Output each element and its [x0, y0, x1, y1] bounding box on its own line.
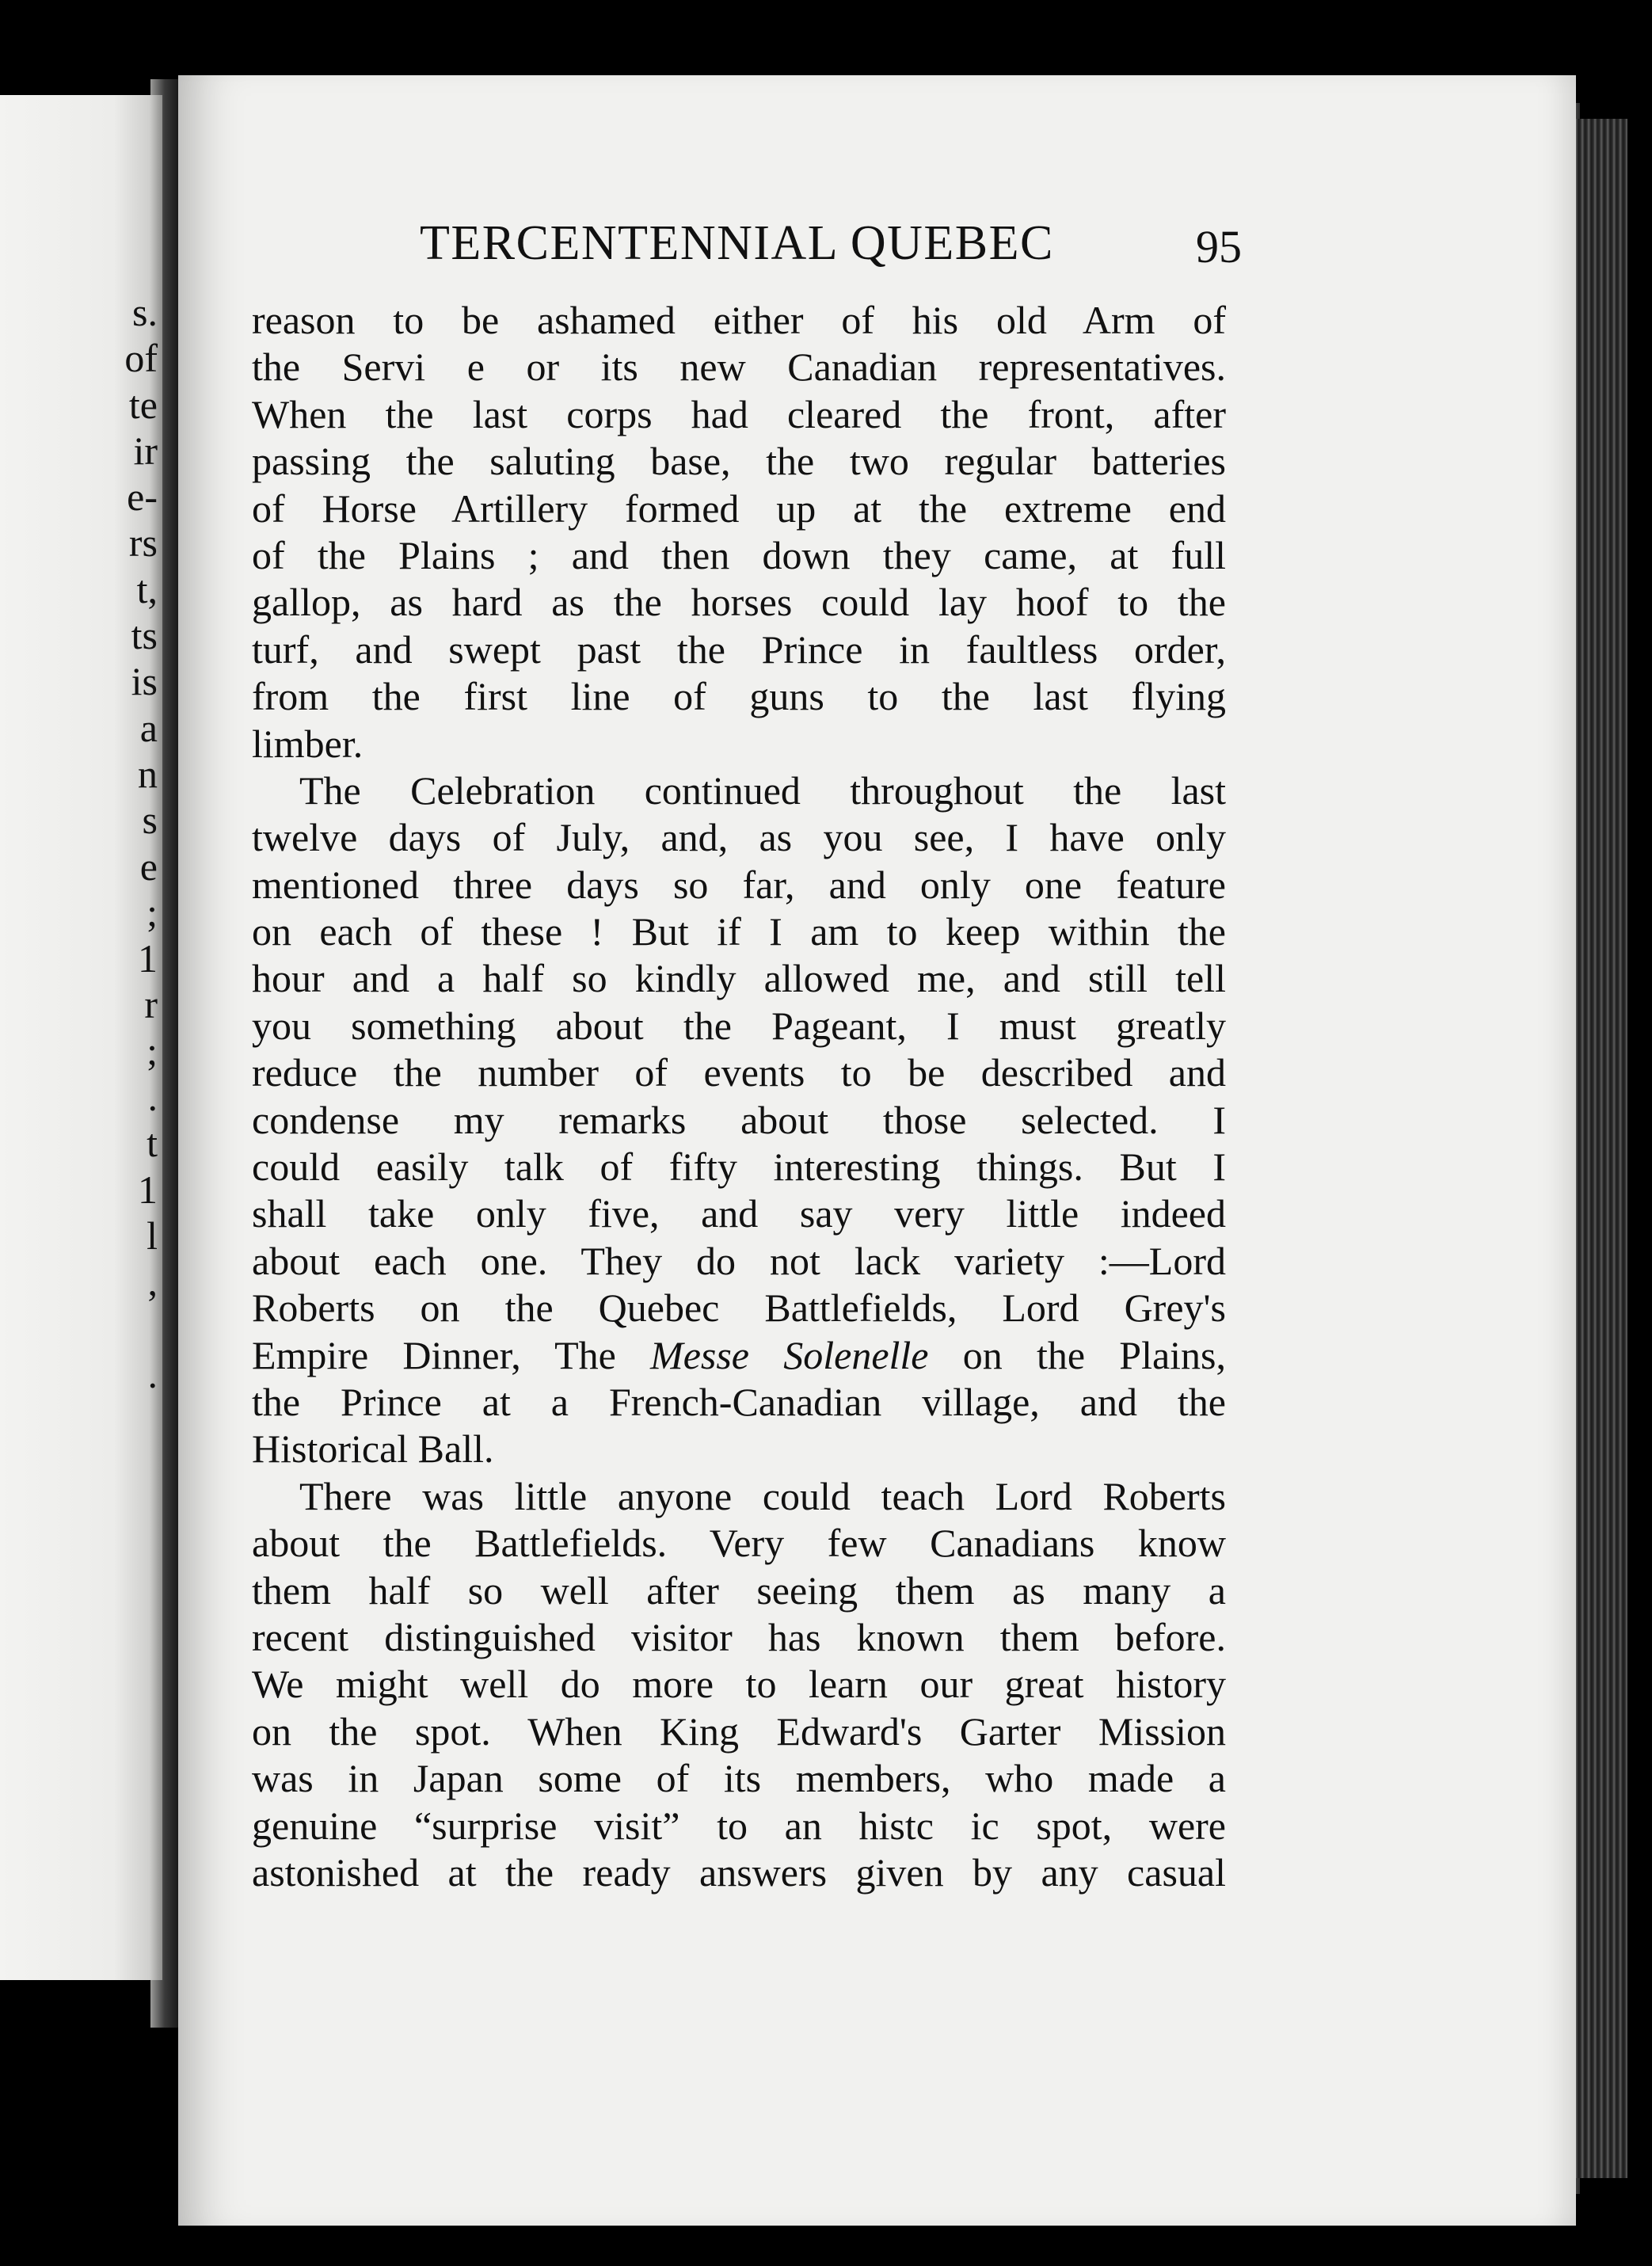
- text-line: The Celebration continued throughout the last: [299, 767, 1226, 813]
- text-line: on each of these ! But if I am to keep within the: [252, 909, 1226, 954]
- text-line: limber.: [252, 721, 364, 766]
- text-line: reason to be ashamed either of his old Arm of: [252, 298, 1226, 342]
- text-segment: Empire Dinner, The: [252, 1332, 651, 1377]
- text-line: twelve days of July, and, as you see, I have only: [252, 815, 1226, 860]
- left-page-text-fragments: [94, 289, 158, 1397]
- text-line: from the first line of guns to the last flying: [252, 674, 1226, 719]
- fragment: is: [131, 659, 158, 704]
- page-header: [420, 215, 1259, 271]
- text-line: was in Japan some of its members, who made a: [252, 1756, 1226, 1801]
- text-line: There was little anyone could teach Lord Roberts: [299, 1473, 1226, 1518]
- page-number: 95: [1196, 221, 1242, 272]
- italic-title: Messe Solenelle: [650, 1332, 929, 1377]
- text-line: Historical Ball.: [252, 1426, 494, 1472]
- fragment: ts: [131, 613, 158, 658]
- text-line: of the Plains ; and then down they came, at full: [252, 532, 1226, 577]
- fragment: 1: [138, 936, 158, 981]
- text-segment: on the Plains,: [928, 1332, 1227, 1377]
- fragment: t,: [136, 566, 158, 611]
- fragment: ;: [147, 889, 158, 935]
- page-body: [252, 297, 1226, 1896]
- paragraph: [252, 1473, 1226, 1897]
- fragment: ir: [133, 428, 158, 473]
- text-line: you something about the Pageant, I must greatly: [252, 1003, 1226, 1048]
- text-line: gallop, as hard as the horses could lay hoof to the: [252, 580, 1226, 625]
- fragment: 1: [138, 1167, 158, 1212]
- text-line: astonished at the ready answers given by any casual: [252, 1849, 1226, 1895]
- page-edge-stack: [1572, 119, 1627, 2178]
- text-line: We might well do more to learn our great history: [252, 1662, 1226, 1707]
- text-line: of Horse Artillery formed up at the extreme end: [252, 486, 1226, 531]
- text-line: genuine “surprise visit” to an histc ic spot, were: [252, 1803, 1226, 1848]
- text-line: the Prince at a French-Canadian village, and the: [252, 1379, 1226, 1424]
- text-line: on the spot. When King Edward's Garter Mission: [252, 1708, 1226, 1754]
- text-line: reduce the number of events to be described and: [252, 1050, 1226, 1095]
- fragment: t: [147, 1121, 158, 1166]
- fragment: a: [139, 705, 158, 750]
- text-line: them half so well after seeing them as many a: [252, 1567, 1226, 1613]
- fragment: of: [124, 336, 158, 381]
- fragment: e: [139, 844, 158, 889]
- text-line: hour and a half so kindly allowed me, and still tell: [252, 956, 1226, 1001]
- paragraph: [252, 297, 1226, 767]
- text-line: recent distinguished visitor has known them before.: [252, 1614, 1226, 1659]
- text-line: about the Battlefields. Very few Canadians know: [252, 1521, 1226, 1566]
- fragment: rs: [128, 520, 158, 566]
- fragment: s: [142, 798, 158, 843]
- text-line: the Servi e or its new Canadian representatives.: [252, 345, 1226, 390]
- fragment: e-: [127, 474, 158, 520]
- fragment: .: [147, 1075, 158, 1120]
- fragment: r: [144, 982, 158, 1027]
- fragment: n: [138, 751, 158, 796]
- text-line: could easily talk of fifty interesting things. But I: [252, 1144, 1226, 1190]
- fragment: [94, 1305, 158, 1351]
- fragment: ,: [147, 1259, 158, 1304]
- text-line: about each one. They do not lack variety :—Lord: [252, 1238, 1226, 1283]
- paragraph: [252, 767, 1226, 1473]
- fragment: .: [147, 1351, 158, 1396]
- running-title: TERCENTENNIAL QUEBEC: [420, 216, 1054, 270]
- text-line: passing the saluting base, the two regular batteries: [252, 439, 1226, 484]
- fragment: l: [147, 1213, 158, 1258]
- text-line: condense my remarks about those selected. I: [252, 1097, 1226, 1142]
- text-line: When the last corps had cleared the front, after: [252, 391, 1226, 436]
- left-facing-page: [0, 95, 162, 1980]
- text-line: mentioned three days so far, and only one feature: [252, 862, 1226, 907]
- text-line-with-italic: [252, 1332, 1226, 1379]
- fragment: ;: [147, 1028, 158, 1073]
- text-line: Roberts on the Quebec Battlefields, Lord Grey's: [252, 1285, 1226, 1331]
- text-line: shall take only five, and say very little indeed: [252, 1191, 1226, 1236]
- fragment: te: [128, 382, 158, 427]
- text-line: turf, and swept past the Prince in faultless order,: [252, 626, 1226, 672]
- fragment: s.: [132, 290, 158, 334]
